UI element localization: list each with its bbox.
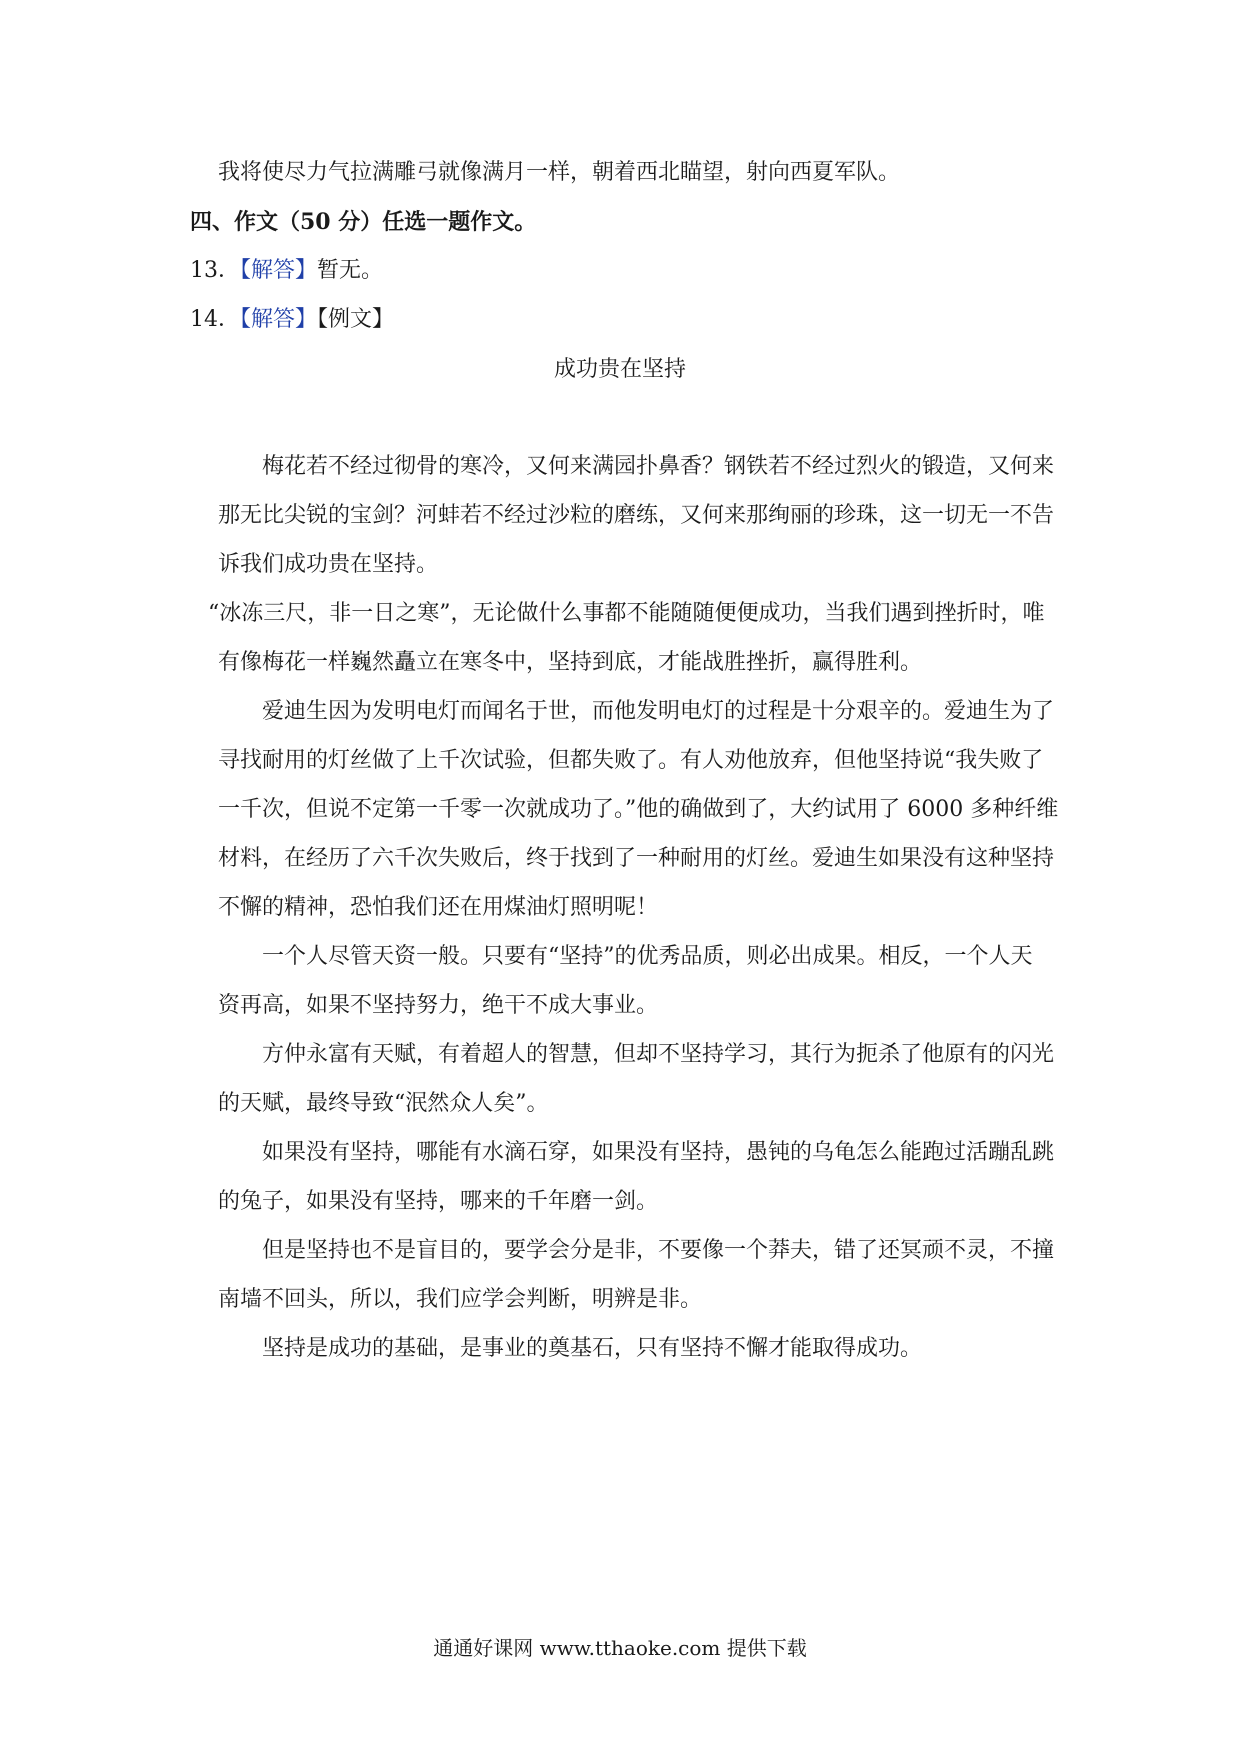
essay-line: 寻找耐用的灯丝做了上千次试验，但都失败了。有人劝他放弃，但他坚持说“我失败了: [218, 748, 1044, 773]
essay-line: 南墙不回头，所以，我们应学会判断，明辨是非。: [218, 1287, 703, 1312]
essay-line: 一千次，但说不定第一千零一次就成功了。”他的确做到了，大约试用了 6000 多种纤维: [218, 797, 1059, 822]
essay-line: 不懈的精神，恐怕我们还在用煤油灯照明呢！: [218, 895, 659, 920]
essay-line: “冰冻三尺，非一日之寒”，无论做什么事都不能随随便便成功，当我们遇到挫折时，唯: [208, 601, 1045, 626]
question-number: 13．: [190, 258, 240, 283]
essay-line: 的兔子，如果没有坚持，哪来的千年磨一剑。: [218, 1189, 659, 1214]
essay-line: 材料，在经历了六千次失败后，终于找到了一种耐用的灯丝。爱迪生如果没有这种坚持: [218, 846, 1055, 871]
essay-line: 有像梅花一样巍然矗立在寒冬中，坚持到底，才能战胜挫折，赢得胜利。: [218, 650, 923, 675]
question-13: [190, 256, 383, 286]
question-14: [190, 305, 394, 335]
section-heading: 四、作文（50 分）任选一题作文。: [190, 209, 537, 235]
essay-line: 一个人尽管天资一般。只要有“坚持”的优秀品质，则必出成果。相反，一个人天: [262, 944, 1033, 969]
answer-text: 暂无。: [317, 258, 384, 283]
essay-line: 资再高，如果不坚持努力，绝干不成大事业。: [218, 993, 659, 1018]
answer-tag: 【解答】: [240, 307, 318, 332]
essay-line: 方仲永富有天赋，有着超人的智慧，但却不坚持学习，其行为扼杀了他原有的闪光: [262, 1042, 1055, 1067]
page-footer: 通通好课网 www.tthaoke.com 提供下载: [433, 1636, 807, 1660]
example-tag: 【例文】: [317, 307, 395, 332]
essay-line: 但是坚持也不是盲目的，要学会分是非，不要像一个莽夫，错了还冥顽不灵，不撞: [262, 1238, 1055, 1263]
translation-line: 我将使尽力气拉满雕弓就像满月一样，朝着西北瞄望，射向西夏军队。: [218, 160, 901, 185]
essay-line: 坚持是成功的基础，是事业的奠基石，只有坚持不懈才能取得成功。: [262, 1336, 923, 1361]
essay-line: 那无比尖锐的宝剑？河蚌若不经过沙粒的磨练，又何来那绚丽的珍珠，这一切无一不告: [218, 503, 1055, 528]
essay-line: 梅花若不经过彻骨的寒冷，又何来满园扑鼻香？钢铁若不经过烈火的锻造，又何来: [262, 454, 1055, 479]
essay-line: 的天赋，最终导致“泯然众人矣”。: [218, 1091, 549, 1116]
essay-line: 诉我们成功贵在坚持。: [218, 552, 439, 577]
answer-tag: 【解答】: [240, 258, 318, 283]
question-number: 14．: [190, 307, 240, 332]
essay-line: 爱迪生因为发明电灯而闻名于世，而他发明电灯的过程是十分艰辛的。爱迪生为了: [262, 699, 1055, 724]
essay-line: 如果没有坚持，哪能有水滴石穿，如果没有坚持，愚钝的乌龟怎么能跑过活蹦乱跳: [262, 1140, 1055, 1165]
essay-title: 成功贵在坚持: [553, 357, 686, 382]
